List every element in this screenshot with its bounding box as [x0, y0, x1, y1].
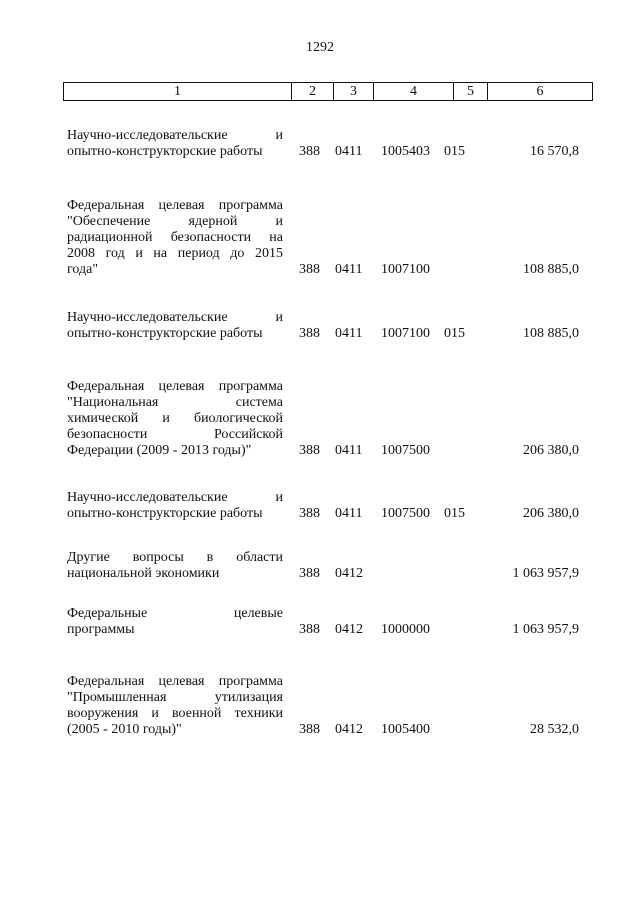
description-line: опытно-конструкторские работы [67, 506, 263, 521]
description-line: "Промышленная утилизация [67, 690, 283, 705]
page-number: 1292 [306, 40, 334, 55]
amount: 1 063 957,9 [512, 566, 579, 581]
amount: 16 570,8 [530, 144, 579, 159]
grbs-code: 388 [299, 443, 320, 458]
target-article-code: 1007500 [381, 506, 430, 521]
header-col-5: 5 [454, 83, 488, 100]
description-line: опытно-конструкторские работы [67, 326, 263, 341]
header-col-3: 3 [334, 83, 374, 100]
grbs-code: 388 [299, 722, 320, 737]
description-line: Другие вопросы в области [67, 550, 283, 565]
table-row [63, 674, 593, 741]
description-line: Федерации (2009 - 2013 годы)" [67, 443, 252, 458]
expense-type-code: 015 [444, 144, 465, 159]
table-row [63, 379, 593, 462]
table-row [63, 198, 593, 281]
header-col-2: 2 [292, 83, 334, 100]
description-line: Научно-исследовательские и [67, 490, 283, 505]
row-description [67, 606, 283, 638]
table-header [63, 82, 593, 101]
table-row [63, 550, 593, 585]
row-description [67, 550, 283, 582]
target-article-code: 1007100 [381, 262, 430, 277]
section-code: 0411 [335, 144, 363, 159]
amount: 108 885,0 [523, 326, 579, 341]
header-col-4: 4 [374, 83, 454, 100]
description-line: программы [67, 622, 135, 637]
grbs-code: 388 [299, 326, 320, 341]
target-article-code: 1007500 [381, 443, 430, 458]
row-description [67, 490, 283, 522]
section-code: 0412 [335, 566, 363, 581]
description-line: Научно-исследовательские и [67, 128, 283, 143]
grbs-code: 388 [299, 506, 320, 521]
description-line: года" [67, 262, 99, 277]
description-line: национальной экономики [67, 566, 220, 581]
row-description [67, 128, 283, 160]
target-article-code: 1000000 [381, 622, 430, 637]
table-row [63, 128, 593, 163]
description-line: вооружения и военной техники [67, 706, 283, 721]
table-row [63, 606, 593, 641]
description-line: радиационной безопасности на [67, 230, 283, 245]
header-col-6: 6 [536, 84, 544, 99]
description-line: Научно-исследовательские и [67, 310, 283, 325]
row-description [67, 379, 283, 459]
description-line: Федеральные целевые [67, 606, 283, 621]
description-line: безопасности Российской [67, 427, 283, 442]
header-col-1: 1 [64, 83, 292, 100]
description-line: опытно-конструкторские работы [67, 144, 263, 159]
description-line: Федеральная целевая программа [67, 379, 283, 394]
amount: 28 532,0 [530, 722, 579, 737]
section-code: 0412 [335, 622, 363, 637]
section-code: 0411 [335, 443, 363, 458]
section-code: 0411 [335, 326, 363, 341]
table-row [63, 490, 593, 525]
description-line: Федеральная целевая программа [67, 674, 283, 689]
description-line: Федеральная целевая программа [67, 198, 283, 213]
description-line: (2005 - 2010 годы)" [67, 722, 182, 737]
expense-type-code: 015 [444, 326, 465, 341]
target-article-code: 1007100 [381, 326, 430, 341]
target-article-code: 1005400 [381, 722, 430, 737]
section-code: 0411 [335, 262, 363, 277]
description-line: химической и биологической [67, 411, 283, 426]
amount: 206 380,0 [523, 506, 579, 521]
section-code: 0412 [335, 722, 363, 737]
row-description [67, 310, 283, 342]
target-article-code: 1005403 [381, 144, 430, 159]
table-row [63, 310, 593, 345]
grbs-code: 388 [299, 144, 320, 159]
row-description [67, 674, 283, 738]
description-line: "Обеспечение ядерной и [67, 214, 283, 229]
description-line: "Национальная система [67, 395, 283, 410]
amount: 1 063 957,9 [512, 622, 579, 637]
expense-type-code: 015 [444, 506, 465, 521]
grbs-code: 388 [299, 262, 320, 277]
row-description [67, 198, 283, 278]
section-code: 0411 [335, 506, 363, 521]
grbs-code: 388 [299, 566, 320, 581]
amount: 206 380,0 [523, 443, 579, 458]
grbs-code: 388 [299, 622, 320, 637]
amount: 108 885,0 [523, 262, 579, 277]
description-line: 2008 год и на период до 2015 [67, 246, 283, 261]
